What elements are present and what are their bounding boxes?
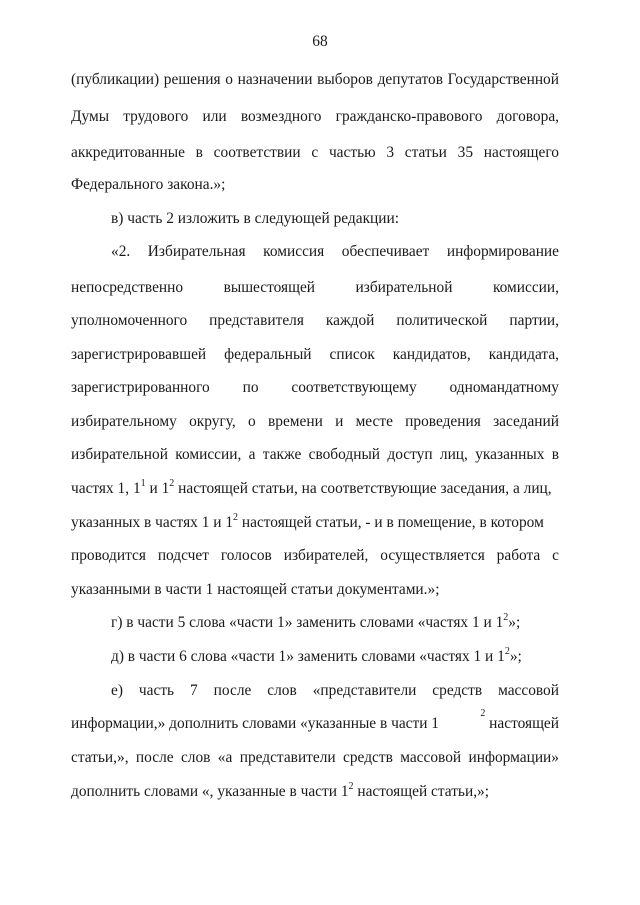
text-fragment: частях 1, 1 xyxy=(71,480,141,497)
text-line: непосредственно вышестоящей избирательной комиссии, xyxy=(71,279,559,296)
text-line xyxy=(71,479,559,499)
superscript: 2 xyxy=(503,612,509,623)
text-line: Думы трудового или возмездного гражданско-правового договора, xyxy=(71,108,559,125)
text-line: статьи,», после слов «а представители средств массовой информации» xyxy=(71,749,559,766)
text-fragment: настоящей xyxy=(485,715,559,732)
text-fragment: »; xyxy=(509,648,522,665)
text-line: зарегистрированного по соответствующему одномандатному xyxy=(71,379,559,396)
superscript: 1 xyxy=(140,478,146,489)
text-line: Федерального закона.»; xyxy=(71,176,226,193)
text-line: е) часть 7 после слов «представители средств массовой xyxy=(111,682,559,699)
superscript: 2 xyxy=(504,646,510,657)
text-line: указанными в части 1 настоящей статьи документами.»; xyxy=(71,581,440,598)
text-line xyxy=(71,782,559,802)
text-line: «2. Избирательная комиссия обеспечивает информирование xyxy=(111,243,559,260)
text-fragment: дополнить словами «, указанные в части 1 xyxy=(71,783,349,800)
text-line xyxy=(111,647,559,667)
text-line: избирательной комиссии, а также свободный доступ лиц, указанных в xyxy=(71,446,559,463)
text-fragment: настоящей статьи,»; xyxy=(353,783,490,800)
text-fragment: г) в части 5 слова «части 1» заменить словами «частях 1 и 1 xyxy=(111,614,504,631)
text-line: в) часть 2 изложить в следующей редакции: xyxy=(111,210,400,227)
superscript: 2 xyxy=(480,708,486,719)
superscript: 2 xyxy=(348,781,354,792)
text-line: проводится подсчет голосов избирателей, осуществляется работа с xyxy=(71,547,559,564)
text-line xyxy=(71,513,559,533)
text-line: зарегистрировавшей федеральный список кандидатов, кандидата, xyxy=(71,346,559,363)
text-fragment: указанных в частях 1 и 1 xyxy=(71,514,234,531)
page-number: 68 xyxy=(312,33,328,50)
text-line: аккредитованные в соответствии с частью 3 статьи 35 настоящего xyxy=(71,144,559,161)
text-line xyxy=(111,613,559,633)
text-fragment: настоящей статьи, - и в помещение, в котором xyxy=(238,514,544,531)
text-fragment: д) в части 6 слова «части 1» заменить словами «частях 1 и 1 xyxy=(111,648,505,665)
text-line xyxy=(71,708,559,734)
text-fragment: и 1 xyxy=(145,480,170,497)
superscript: 2 xyxy=(233,512,239,523)
text-fragment: »; xyxy=(508,614,521,631)
text-line: избирательному округу, о времени и месте проведения заседаний xyxy=(71,413,559,430)
text-line: уполномоченного представителя каждой политической партии, xyxy=(71,312,559,329)
text-line: (публикации) решения о назначении выборов депутатов Государственной xyxy=(71,71,559,88)
superscript: 2 xyxy=(169,478,175,489)
text-fragment: информации,» дополнить словами «указанные в части 1 xyxy=(71,715,439,732)
text-fragment: настоящей статьи, на соответствующие заседания, а лиц, xyxy=(174,480,552,497)
